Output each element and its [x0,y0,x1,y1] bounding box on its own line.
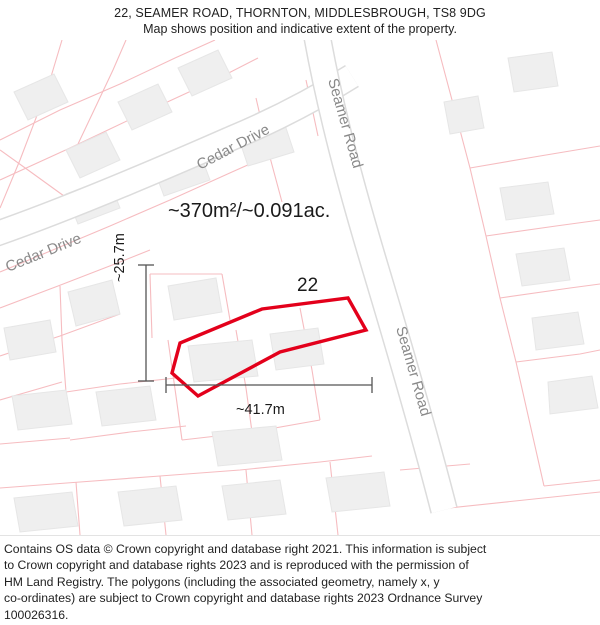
footer-line-4: co-ordinates) are subject to Crown copyright and database rights 2023 Ordnance Survey [4,591,483,606]
dimension-width-label: ~41.7m [236,402,285,418]
street-label-seamer-road-1: Seamer Road [324,76,367,171]
page-subtitle: Map shows position and indicative extent of the property. [143,22,457,36]
map-canvas[interactable] [0,40,600,535]
footer-line-3: HM Land Registry. The polygons (including the associated geometry, namely x, y [4,574,440,589]
footer-line-1: Contains OS data © Crown copyright and database right 2021. This information is subject [4,542,487,556]
footer-line-5: 100026316. [4,607,69,622]
page-title: 22, SEAMER ROAD, THORNTON, MIDDLESBROUGH, TS8 9DG [114,6,486,20]
street-label-seamer-road-2: Seamer Road [392,324,435,419]
street-label-cedar-drive-2: Cedar Drive [3,229,84,276]
plot-number-label: 22 [297,275,319,296]
plot-area-label: ~370m²/~0.091ac. [168,200,331,222]
footer-line-2: to Crown copyright and database rights 2023 and is reproduced with the permission of [4,558,469,573]
dimension-height-label: ~25.7m [112,233,128,282]
street-label-cedar-drive-1: Cedar Drive [193,120,273,174]
map-header [0,0,600,40]
copyright-footer [0,535,600,625]
